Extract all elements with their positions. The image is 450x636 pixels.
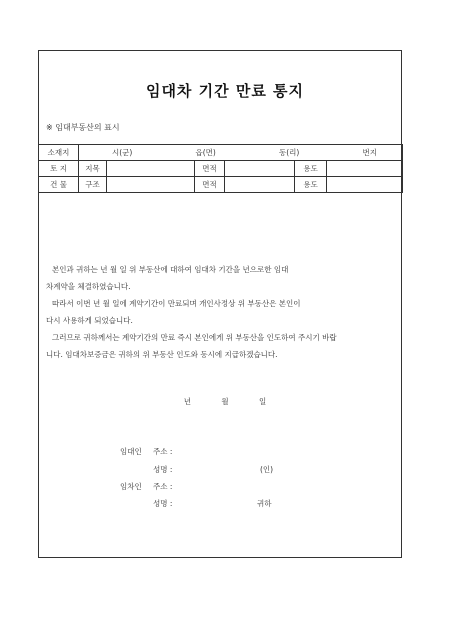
building-label: 건 물 [39,177,79,193]
building-use-label: 용도 [295,177,327,193]
land-area-label: 면적 [195,161,225,177]
location-beonji: 번지 [362,148,377,157]
location-label: 소재지 [39,145,79,161]
building-area-value [225,177,295,193]
location-value [79,145,403,161]
property-table [38,144,403,193]
paragraph-line: 그러므로 귀하께서는 계약기간의 만료 즉시 본인에게 위 부동산을 인도하여 주시기 바랍 [52,333,337,342]
date-year: 년 [183,397,191,406]
building-use-value [327,177,403,193]
lessor-name-label: 성명 : [153,465,173,474]
paragraph-request [46,329,396,363]
land-category-label: 지목 [79,161,107,177]
land-use-value [327,161,403,177]
document-title: 임대차 기간 만료 통지 [145,82,305,100]
lessor-address-label: 주소 : [153,447,173,456]
paragraph-line: 본인과 귀하는 년 월 일 위 부동산에 대하여 임대차 기간을 년으로한 임대 [52,265,289,274]
table-row-building [39,177,403,193]
lessor-seal: (인) [260,465,274,474]
land-area-value [225,161,295,177]
lessor-label: 임대인 [120,447,142,456]
location-eup: 읍(면) [195,148,216,157]
paragraph-line: 니다. 임대차보증금은 귀하의 위 부동산 인도와 동시에 지급하겠습니다. [46,350,278,359]
paragraph-line: 다시 사용하게 되었습니다. [46,316,133,325]
date-day: 일 [259,397,267,406]
lessee-address-label: 주소 : [153,482,173,491]
location-si: 시(군) [112,148,133,157]
paragraph-contract [46,261,396,295]
date-month: 월 [221,397,229,406]
lessee-label: 임차인 [120,482,142,491]
land-category-value [107,161,195,177]
notice-date [0,396,450,407]
table-row-land [39,161,403,177]
lessee-name-label: 성명 : [153,499,173,508]
building-structure-label: 구조 [79,177,107,193]
land-use-label: 용도 [295,161,327,177]
honorific: 귀하 [257,499,272,508]
building-structure-value [107,177,195,193]
land-label: 토 지 [39,161,79,177]
paragraph-expiry [46,295,396,329]
paragraph-line: 차계약을 체결하였습니다. [46,282,131,291]
table-row-location [39,145,403,161]
paragraph-line: 따라서 이번 년 월 일에 계약기간이 만료되며 개인사정상 위 부동산은 본인이 [52,299,301,308]
section-label: ※ 임대부동산의 표시 [46,123,120,132]
location-dong: 동(리) [279,148,300,157]
building-area-label: 면적 [195,177,225,193]
